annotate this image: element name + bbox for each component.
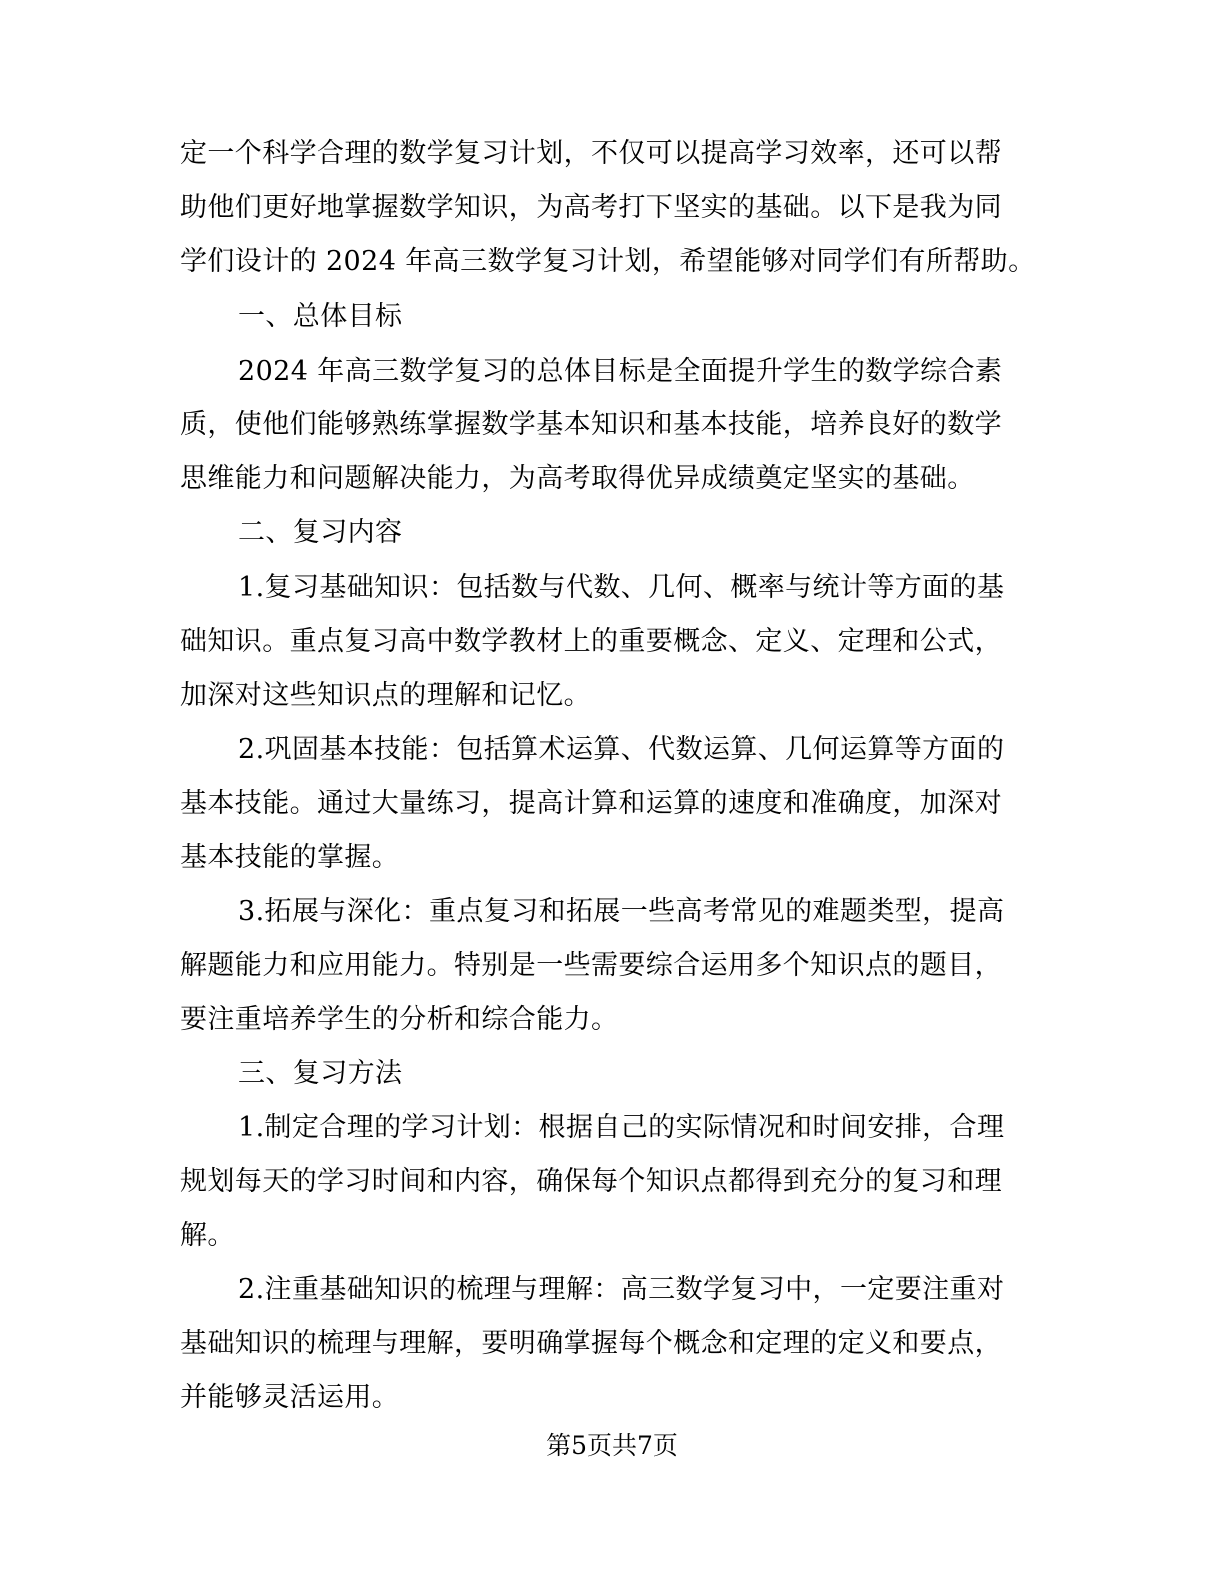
list-item-line: 并能够灵活运用。 — [180, 1382, 400, 1413]
list-item-line: 2.巩固基本技能：包括算术运算、代数运算、几何运算等方面的 — [238, 734, 1005, 765]
list-item-line: 1.复习基础知识：包括数与代数、几何、概率与统计等方面的基 — [238, 572, 1005, 603]
section-heading: 一、总体目标 — [238, 301, 403, 332]
list-item-line: 要注重培养学生的分析和综合能力。 — [180, 1004, 619, 1035]
section-heading: 三、复习方法 — [238, 1058, 403, 1089]
paragraph-line: 质，使他们能够熟练掌握数学基本知识和基本技能，培养良好的数学 — [180, 409, 1002, 440]
list-item-line: 基础知识的梳理与理解，要明确掌握每个概念和定理的定义和要点， — [180, 1328, 1002, 1359]
paragraph-line: 学们设计的 2024 年高三数学复习计划，希望能够对同学们有所帮助。 — [180, 246, 1036, 277]
paragraph-line: 定一个科学合理的数学复习计划，不仅可以提高学习效率，还可以帮 — [180, 138, 1002, 169]
list-item-line: 解题能力和应用能力。特别是一些需要综合运用多个知识点的题目， — [180, 950, 1002, 981]
paragraph-line: 思维能力和问题解决能力，为高考取得优异成绩奠定坚实的基础。 — [180, 463, 975, 494]
page-number-footer: 第5页共7页 — [546, 1431, 678, 1460]
list-item-line: 规划每天的学习时间和内容，确保每个知识点都得到充分的复习和理 — [180, 1166, 1002, 1197]
list-item-line: 基本技能的掌握。 — [180, 842, 400, 873]
section-heading: 二、复习内容 — [238, 517, 403, 548]
list-item-line: 2.注重基础知识的梳理与理解：高三数学复习中，一定要注重对 — [238, 1274, 1005, 1305]
paragraph-line: 2024 年高三数学复习的总体目标是全面提升学生的数学综合素 — [238, 356, 1003, 387]
paragraph-line: 助他们更好地掌握数学知识，为高考打下坚实的基础。以下是我为同 — [180, 192, 1002, 223]
list-item-line: 解。 — [180, 1220, 235, 1251]
list-item-line: 1.制定合理的学习计划：根据自己的实际情况和时间安排，合理 — [238, 1112, 1005, 1143]
list-item-line: 础知识。重点复习高中数学教材上的重要概念、定义、定理和公式， — [180, 626, 1002, 657]
list-item-line: 3.拓展与深化：重点复习和拓展一些高考常见的难题类型，提高 — [238, 896, 1005, 927]
list-item-line: 加深对这些知识点的理解和记忆。 — [180, 680, 591, 711]
list-item-line: 基本技能。通过大量练习，提高计算和运算的速度和准确度，加深对 — [180, 788, 1002, 819]
